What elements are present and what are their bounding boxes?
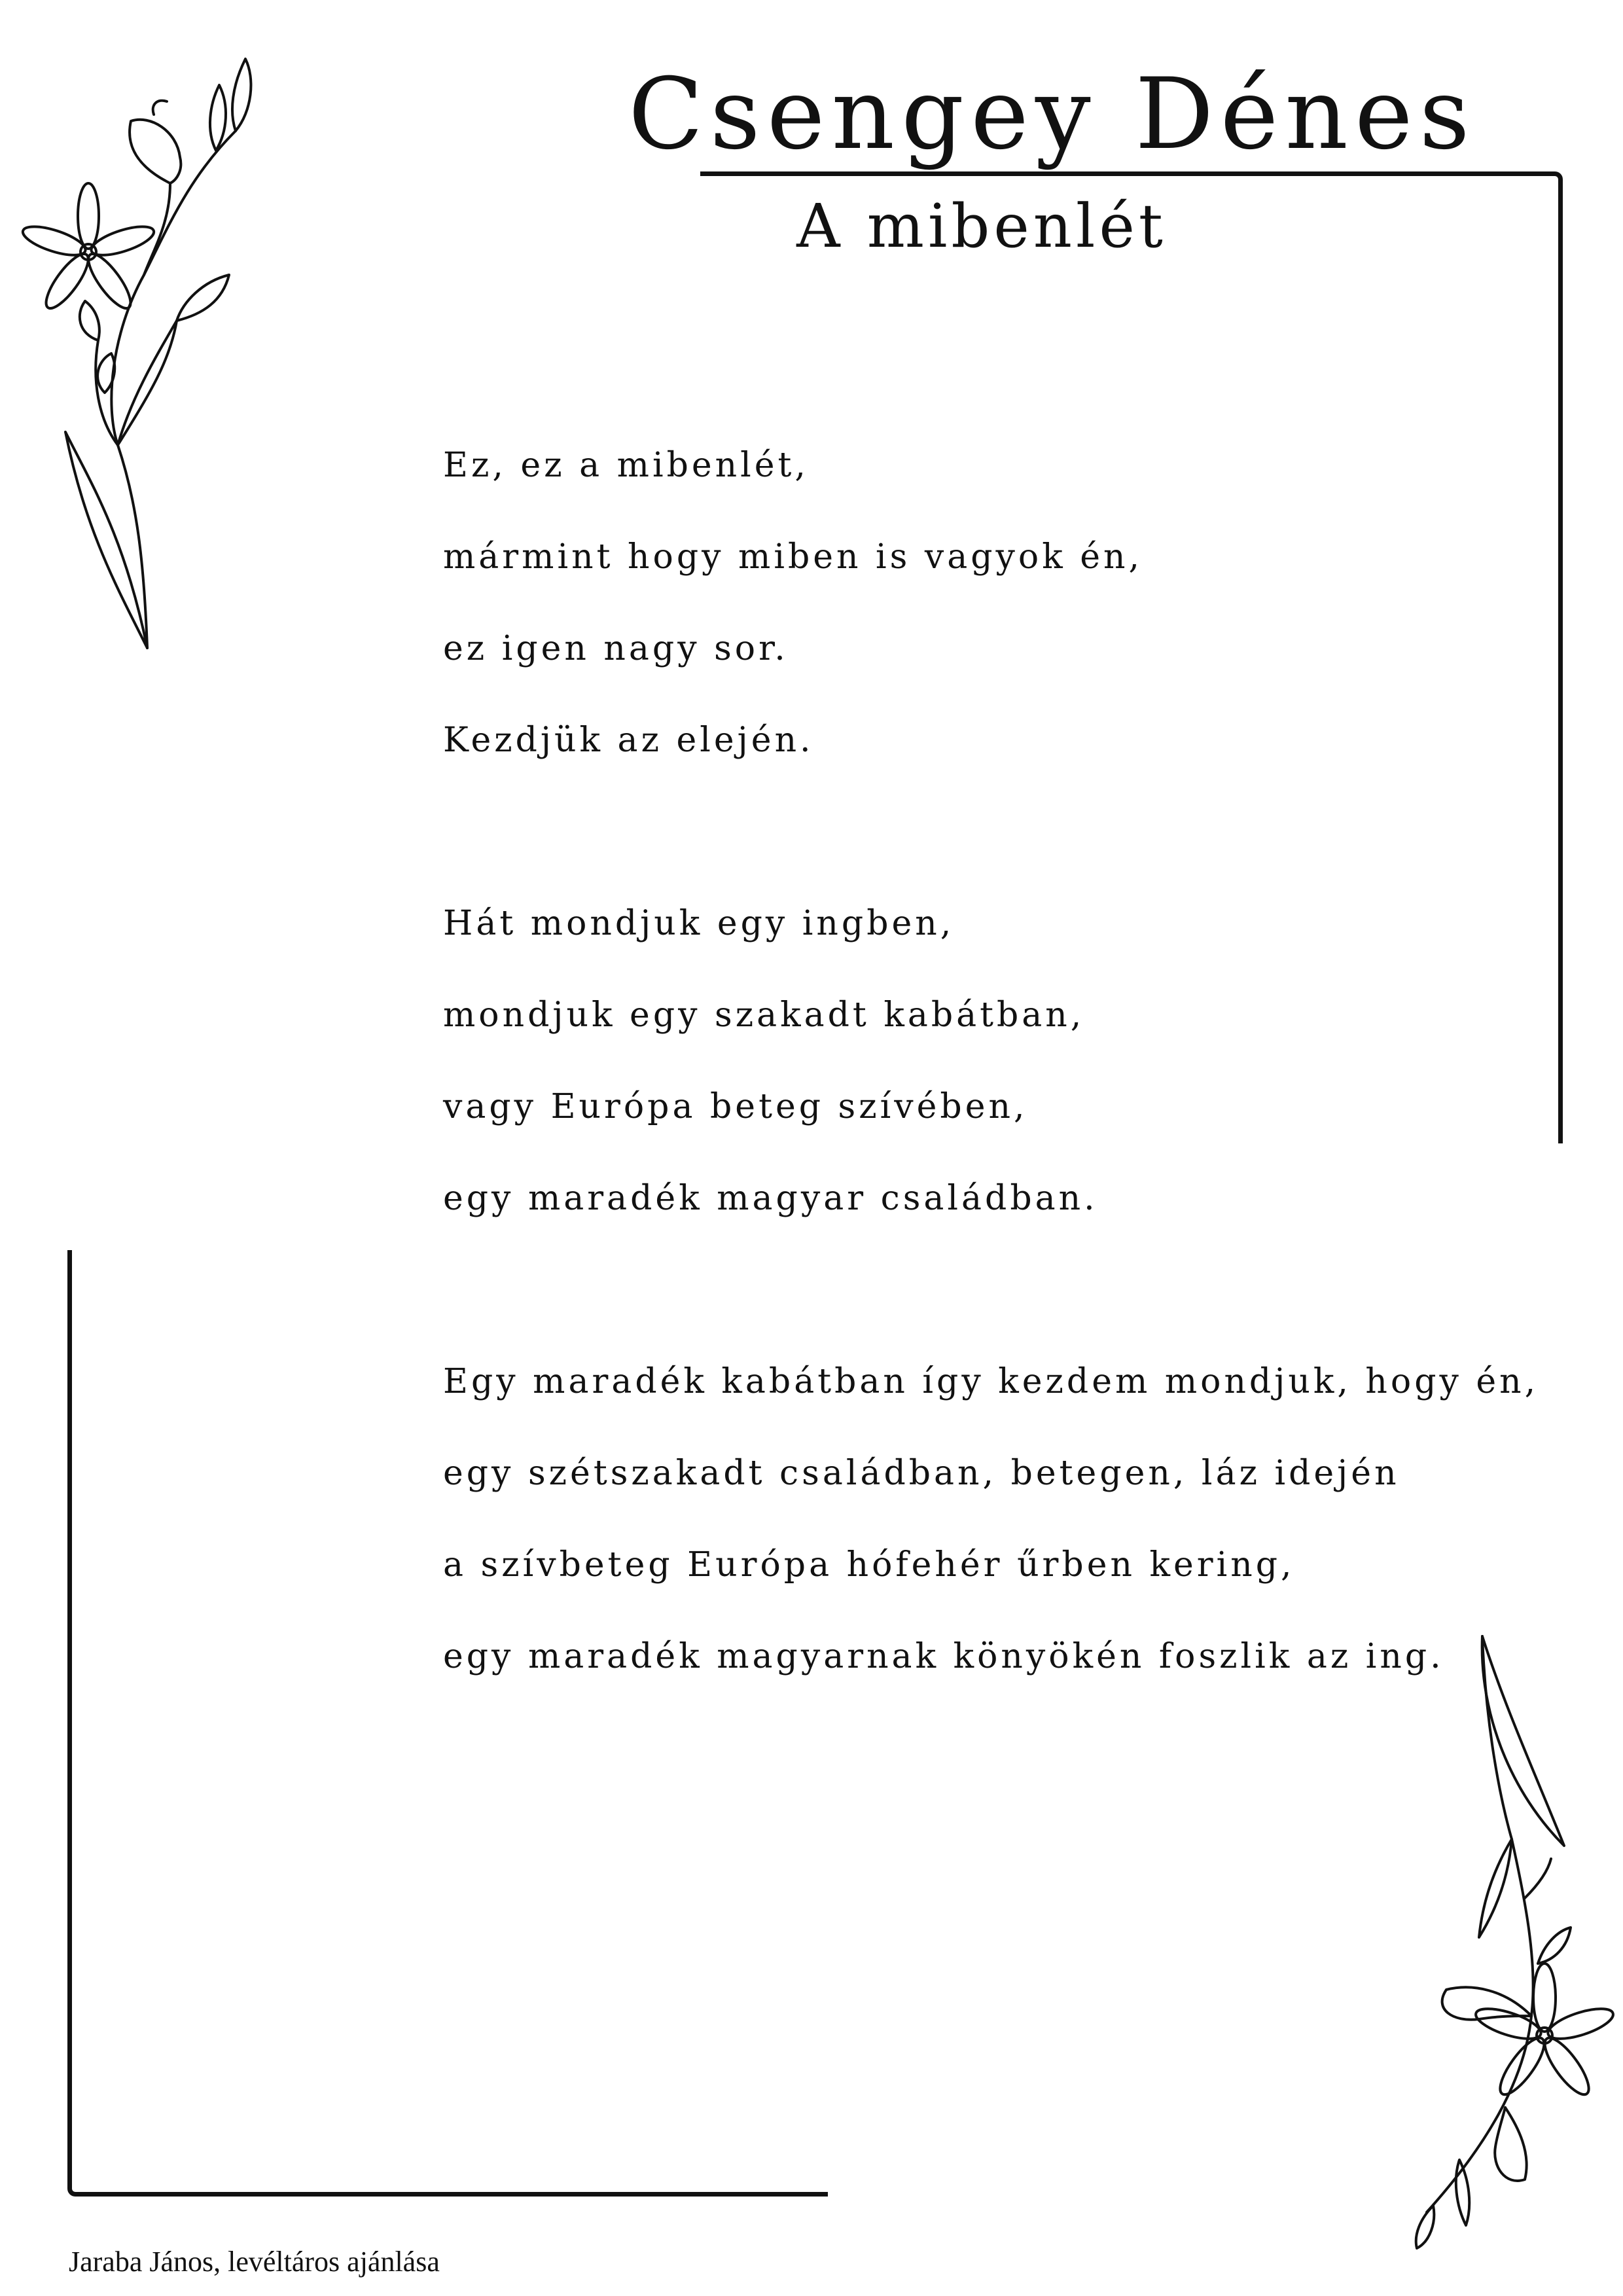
- poem-line: egy maradék magyarnak könyökén foszlik az ing.: [443, 1637, 1444, 1676]
- poem-line: Hát mondjuk egy ingben,: [443, 904, 955, 943]
- poem-line: Ez, ez a mibenlét,: [443, 446, 809, 485]
- poem-line: egy maradék magyar családban.: [443, 1179, 1098, 1218]
- poem-line: a szívbeteg Európa hófehér űrben kering,: [443, 1545, 1295, 1585]
- flower-branch-icon: [20, 52, 281, 661]
- poem-line: Kezdjük az elején.: [443, 721, 814, 760]
- poem-line: ez igen nagy sor.: [443, 629, 789, 668]
- poem-line: vagy Európa beteg szívében,: [443, 1087, 1028, 1126]
- author-name: Csengey Dénes: [628, 58, 1476, 171]
- poem-title: A mibenlét: [796, 191, 1167, 261]
- footer-credit: Jaraba János, levéltáros ajánlása: [69, 2246, 440, 2278]
- poem-line: mármint hogy miben is vagyok én,: [443, 537, 1143, 577]
- poem-line: mondjuk egy szakadt kabátban,: [443, 996, 1085, 1035]
- poem-line: Egy maradék kabátban így kezdem mondjuk, hogy én,: [443, 1362, 1539, 1401]
- flower-branch-icon: [1342, 1623, 1616, 2251]
- poem-line: egy szétszakadt családban, betegen, láz idején: [443, 1454, 1400, 1493]
